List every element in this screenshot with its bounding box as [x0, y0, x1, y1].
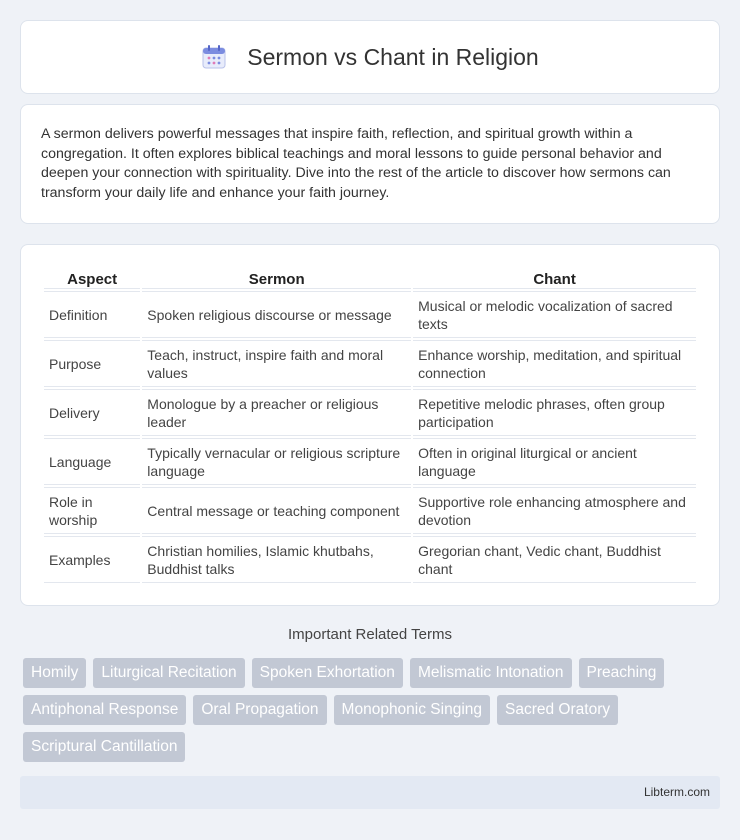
aspect-cell: Role in worship	[44, 487, 140, 534]
sermon-cell: Spoken religious discourse or message	[142, 291, 411, 338]
header-chant: Chant	[413, 267, 696, 289]
table-row	[44, 438, 696, 485]
related-terms-list	[23, 658, 723, 762]
table-row	[44, 340, 696, 387]
chant-cell: Gregorian chant, Vedic chant, Buddhist chant	[413, 536, 696, 583]
related-term-tag[interactable]: Spoken Exhortation	[252, 658, 403, 688]
table-row	[44, 389, 696, 436]
related-term-tag[interactable]: Preaching	[579, 658, 665, 688]
chant-cell: Enhance worship, meditation, and spiritual connection	[413, 340, 696, 387]
sermon-cell: Teach, instruct, inspire faith and moral values	[142, 340, 411, 387]
comparison-table	[42, 265, 698, 585]
aspect-cell: Definition	[44, 291, 140, 338]
header-aspect: Aspect	[44, 267, 140, 289]
table-row	[44, 291, 696, 338]
sermon-cell: Monologue by a preacher or religious leader	[142, 389, 411, 436]
chant-cell: Repetitive melodic phrases, often group participation	[413, 389, 696, 436]
aspect-cell: Language	[44, 438, 140, 485]
related-term-tag[interactable]: Melismatic Intonation	[410, 658, 572, 688]
related-term-tag[interactable]: Monophonic Singing	[334, 695, 490, 725]
related-terms-title: Important Related Terms	[288, 626, 452, 643]
header-sermon: Sermon	[142, 267, 411, 289]
related-term-tag[interactable]: Oral Propagation	[193, 695, 326, 725]
page-title: Sermon vs Chant in Religion	[247, 43, 539, 70]
intro-card	[20, 104, 720, 224]
related-term-tag[interactable]: Scriptural Cantillation	[23, 732, 185, 762]
aspect-cell: Examples	[44, 536, 140, 583]
sermon-cell: Christian homilies, Islamic khutbahs, Buddhist talks	[142, 536, 411, 583]
aspect-cell: Purpose	[44, 340, 140, 387]
aspect-cell: Delivery	[44, 389, 140, 436]
sermon-cell: Central message or teaching component	[142, 487, 411, 534]
related-term-tag[interactable]: Liturgical Recitation	[93, 658, 244, 688]
chant-cell: Musical or melodic vocalization of sacred texts	[413, 291, 696, 338]
footer	[20, 776, 720, 809]
chant-cell: Often in original liturgical or ancient language	[413, 438, 696, 485]
table-header-row	[44, 267, 696, 289]
title-card	[20, 20, 720, 94]
comparison-table-card	[20, 244, 720, 606]
footer-site-link[interactable]: Libterm.com	[643, 785, 710, 799]
intro-text: A sermon delivers powerful messages that inspire faith, reflection, and spiritual growth within a congregation. It often explores biblical teachings and moral lessons to guide personal behavior and deepen your connection with spirituality. Dive into the rest of the article to discover how sermons can transform your daily life and enhance your faith journey.	[41, 126, 671, 201]
related-term-tag[interactable]: Sacred Oratory	[497, 695, 618, 725]
title-wrap	[201, 44, 538, 71]
related-term-tag[interactable]: Homily	[23, 658, 86, 688]
related-term-tag[interactable]: Antiphonal Response	[23, 695, 186, 725]
sermon-cell: Typically vernacular or religious scripture language	[142, 438, 411, 485]
calendar-icon	[201, 44, 227, 70]
table-row	[44, 487, 696, 534]
table-row	[44, 536, 696, 583]
chant-cell: Supportive role enhancing atmosphere and devotion	[413, 487, 696, 534]
